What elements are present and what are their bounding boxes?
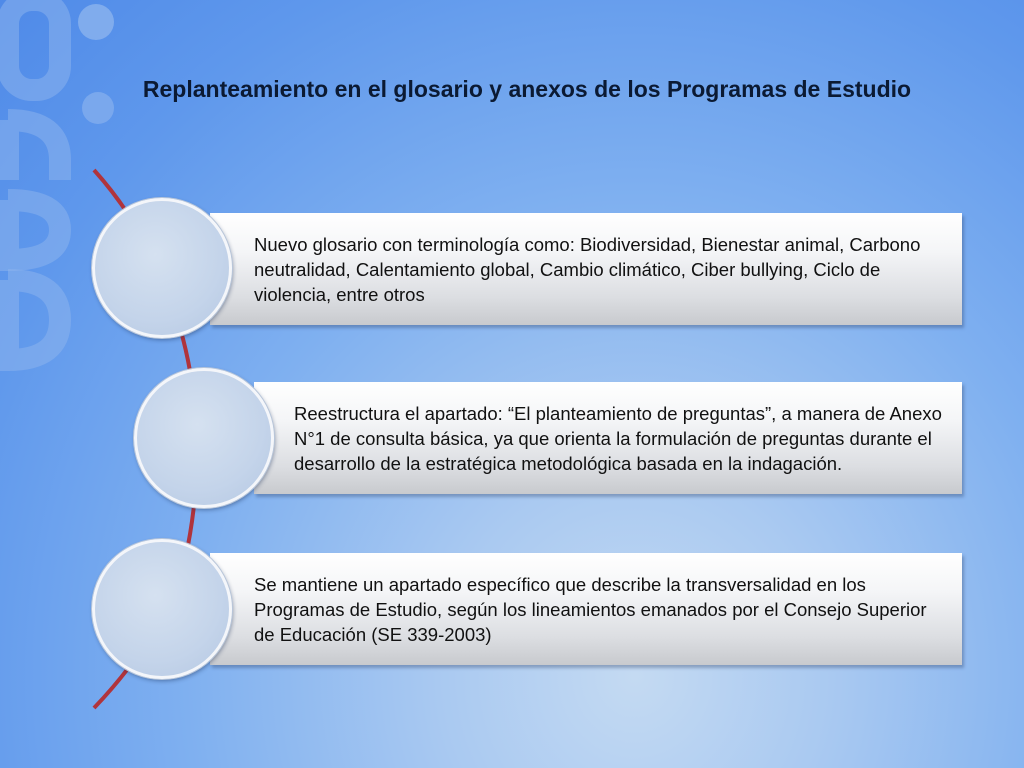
list-item: [210, 213, 962, 325]
bullet-circle: [134, 368, 274, 508]
list-item: [254, 382, 962, 494]
list-item-text: Reestructura el apartado: “El planteamiento de preguntas”, a manera de Anexo N°1 de consulta básica, ya que orienta la formulación de preguntas durante el desarrollo de la estratégica metodológica basada en la indagación.: [294, 402, 942, 474]
list-item: [210, 553, 962, 665]
bullet-circle: [92, 198, 232, 338]
list-item-text: Nuevo glosario con terminología como: Biodiversidad, Bienestar animal, Carbono neutralidad, Calentamiento global, Cambio climático, Ciber bullying, Ciclo de violencia, entre otros: [254, 233, 921, 305]
slide-title: Replanteamiento en el glosario y anexos de los Programas de Estudio: [142, 76, 912, 102]
bullet-circle: [92, 539, 232, 679]
list-item-text: Se mantiene un apartado específico que describe la transversalidad en los Programas de Estudio, según los lineamientos emanados por el Consejo Superior de Educación (SE 339-2003): [254, 573, 927, 645]
